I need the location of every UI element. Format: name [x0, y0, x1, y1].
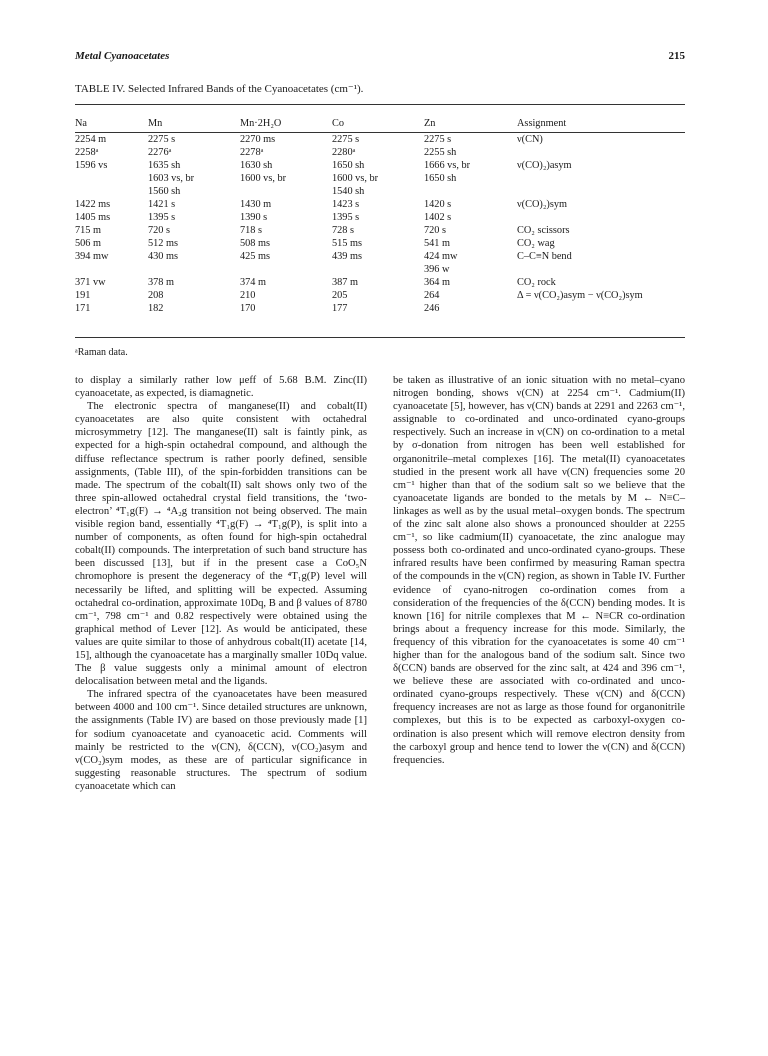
- table-cell: [75, 264, 148, 277]
- table-cell: 2276ᵃ: [148, 147, 172, 158]
- table-cell: 170: [240, 303, 256, 314]
- table-cell: 208: [148, 290, 164, 301]
- table-cell: [240, 186, 332, 199]
- table-cell: [75, 173, 148, 186]
- table-cell: 1630 sh: [240, 160, 273, 171]
- table-cell: 718 s: [240, 225, 263, 236]
- table-cell: CO₂ scissors: [517, 225, 570, 236]
- table-cell: 515 ms: [332, 238, 363, 249]
- table-cell: 508 ms: [240, 238, 271, 249]
- table-row: [75, 186, 685, 199]
- table-header-rule: [75, 132, 685, 133]
- table-cell: 182: [148, 303, 164, 314]
- table-cell: 264: [424, 290, 440, 301]
- table-cell: 1596 vs: [75, 160, 108, 171]
- table-cell: 2280ᵃ: [332, 147, 356, 158]
- table-row: [75, 303, 685, 316]
- table-cell: [240, 264, 332, 277]
- table-row: [75, 277, 685, 290]
- table-cell: 720 s: [148, 225, 171, 236]
- table-cell: C–C≡N bend: [517, 251, 572, 262]
- table-cell: 1423 s: [332, 199, 360, 210]
- table-cell: 191: [75, 290, 91, 301]
- right-column: [393, 374, 685, 767]
- table-cell: [517, 264, 685, 277]
- table-cell: 1405 ms: [75, 212, 111, 223]
- table-cell: 364 m: [424, 277, 451, 288]
- table-cell: 2278ᵃ: [240, 147, 264, 158]
- table-cell: 2258ᵃ: [75, 147, 99, 158]
- table-row: [75, 225, 685, 238]
- table-cell: [517, 147, 685, 160]
- table-cell: [517, 186, 685, 199]
- col-header: Mn: [148, 117, 163, 129]
- table-cell: 396 w: [424, 264, 450, 275]
- table-cell: ν(CO)₂)asym: [517, 160, 572, 171]
- table-cell: 1395 s: [148, 212, 176, 223]
- table-cell: 387 m: [332, 277, 359, 288]
- table-cell: 1666 vs, br: [424, 160, 471, 171]
- table-cell: 1600 vs, br: [240, 173, 287, 184]
- page-number: 215: [668, 50, 685, 62]
- table-cell: 430 ms: [148, 251, 179, 262]
- table-cell: 205: [332, 290, 348, 301]
- table-cell: 1421 s: [148, 199, 176, 210]
- table-row: [75, 199, 685, 212]
- table-caption: TABLE IV. Selected Infrared Bands of the Cyanoacetates (cm⁻¹).: [75, 83, 364, 95]
- table-cell: 2254 m: [75, 134, 107, 145]
- table-row: [75, 290, 685, 303]
- table-cell: 2275 s: [332, 134, 360, 145]
- table-bottom-rule: [75, 337, 685, 338]
- table-cell: 374 m: [240, 277, 267, 288]
- table-cell: ν(CO)₂)sym: [517, 199, 568, 210]
- col-header: Zn: [424, 117, 436, 129]
- table-cell: 1600 vs, br: [332, 173, 379, 184]
- table-cell: 171: [75, 303, 91, 314]
- table-body: [75, 130, 685, 316]
- table-cell: 439 ms: [332, 251, 363, 262]
- running-title: Metal Cyanoacetates: [75, 50, 170, 62]
- table-cell: 2275 s: [148, 134, 176, 145]
- table-cell: ν(CN): [517, 134, 543, 145]
- table-cell: 210: [240, 290, 256, 301]
- table-row: [75, 147, 685, 160]
- table-cell: 1390 s: [240, 212, 268, 223]
- table-cell: 715 m: [75, 225, 102, 236]
- table-cell: CO₂ wag: [517, 238, 555, 249]
- table-cell: 1420 s: [424, 199, 452, 210]
- table-cell: 728 s: [332, 225, 355, 236]
- table-cell: 720 s: [424, 225, 447, 236]
- col-header: Co: [332, 117, 345, 129]
- paragraph: to display a similarly rather low μeff of 5.68 B.M. Zinc(II) cyanoacetate, as expected, is diamagnetic.: [75, 375, 367, 400]
- table-cell: 246: [424, 303, 440, 314]
- table-cell: [148, 264, 240, 277]
- table-header-row: [75, 116, 685, 130]
- table-cell: 1603 vs, br: [148, 173, 195, 184]
- table-cell: 1395 s: [332, 212, 360, 223]
- table-cell: 1430 m: [240, 199, 272, 210]
- paragraph: The infrared spectra of the cyanoacetates have been measured between 4000 and 100 cm⁻¹. Since detailed structures are unknown, the assignments (Table IV) are based on those previously made [1] for sodium cyanoacetate and cyanoacetic acid. Comments will mainly be restricted to the ν(CN), δ(CCN), ν(CO₂)asym and ν(CO₂)sym modes, as these are of particular significance in suggesting reasonable structures. The spectrum of sodium cyanoacetate which can: [75, 689, 367, 792]
- table-cell: 1650 sh: [424, 173, 457, 184]
- table-cell: 512 ms: [148, 238, 179, 249]
- table-top-rule: [75, 104, 685, 105]
- col-header: Mn·2H₂O: [240, 117, 282, 129]
- table-cell: 1650 sh: [332, 160, 365, 171]
- paragraph: The electronic spectra of manganese(II) and cobalt(II) cyanoacetates are also quite consistent with octahedral microsymmetry [12]. The manganese(II) salt is faintly pink, as expected for a high-spin octahedral compound, and although the diffuse reflectance spectrum is rather poorly defined, sensible assignments, (Table III), of the spin-forbidden transitions can be made. The spectrum of the cobalt(II) salt shows only two of the three spin-allowed octahedral crystal field transitions, the ‘two-electron’ ⁴T₁g(F) → ⁴A₂g transition not being observed. The main visible region band, essentially ⁴T₁g(F) → ⁴T₁g(P), is split into a number of components, as often found for high-spin octahedral cobalt(II) compounds. The interpretation of such band structure has been discussed [13], but if in the present case a CoO₅N chromophore is present the degeneracy of the ⁴T₁g(P) level will necessarily be lifted, and splitting will be expected. Assuming octahedral co-ordination, approximate 10Dq, B and β values of 8780 cm⁻¹, 798 cm⁻¹ and 0.82 respectively were obtained using the graphical method of Lever [12]. As would be anticipated, these values are quite similar to those of anhydrous cobalt(II) acetate [14, 15], although the cyanoacetate has a marginally smaller 10Dq value. The β value suggests only a minimal amount of electron delocalisation between metal and the ligands.: [75, 401, 367, 688]
- col-header: Na: [75, 117, 88, 129]
- table-cell: [332, 264, 424, 277]
- table-cell: 2275 s: [424, 134, 452, 145]
- table-cell: Δ = ν(CO₂)asym − ν(CO₂)sym: [517, 290, 643, 301]
- table-cell: 1402 s: [424, 212, 452, 223]
- table-cell: 1560 sh: [148, 186, 181, 197]
- table-cell: CO₂ rock: [517, 277, 556, 288]
- table-footnote: ᵃRaman data.: [75, 347, 128, 358]
- table-cell: 424 mw: [424, 251, 458, 262]
- table-cell: 1540 sh: [332, 186, 365, 197]
- table-row: [75, 264, 685, 277]
- table-cell: 506 m: [75, 238, 102, 249]
- table-cell: 371 vw: [75, 277, 106, 288]
- table-row: [75, 173, 685, 186]
- table-cell: 541 m: [424, 238, 451, 249]
- table-cell: 394 mw: [75, 251, 109, 262]
- col-header: Assignment: [517, 117, 567, 129]
- table-cell: 2255 sh: [424, 147, 457, 158]
- left-column: [75, 374, 367, 793]
- table-row: [75, 212, 685, 225]
- running-head: [75, 50, 685, 66]
- table-cell: 425 ms: [240, 251, 271, 262]
- table-cell: [424, 186, 517, 199]
- table-cell: [75, 186, 148, 199]
- table-cell: 1635 sh: [148, 160, 181, 171]
- table-row: [75, 251, 685, 264]
- table-row: [75, 160, 685, 173]
- table-cell: 177: [332, 303, 348, 314]
- table-cell: [517, 303, 685, 316]
- table-cell: 2270 ms: [240, 134, 276, 145]
- table-row: [75, 238, 685, 251]
- table-cell: [517, 212, 685, 225]
- table-cell: [517, 173, 685, 186]
- infrared-table: [75, 116, 685, 316]
- table-cell: 1422 ms: [75, 199, 111, 210]
- paragraph: be taken as illustrative of an ionic situation with no metal–cyano nitrogen bonding, shows ν(CN) at 2254 cm⁻¹. Cadmium(II) cyanoacetate [5], however, has ν(CN) bands at 2291 and 2263 cm⁻¹, assignable to co-ordinated and unco-ordinated cyano-groups respectively. Such an increase in ν(CN) on co-ordination to a metal by σ-donation from nitrogen has been well established for organonitrile–metal complexes [16]. The metal(II) cyanoacetates studied in the present work all have ν(CN) frequencies some 20 cm⁻¹ higher than that of the sodium salt so we believe that the cyanoacetate ligands are bonded to the metals by M ← N≡C– linkages as well as by the usual metal–oxygen bonds. The spectrum of the zinc salt alone also shows a pronounced shoulder at 2255 cm⁻¹, so like cadmium(II) cyanoacetate, the zinc analogue may possess both co-ordinated and unco-ordinated cyano-groups. These infrared results have been confirmed by measuring Raman spectra of the compounds in the ν(CN) region, as shown in Table IV. Further evidence of cyano-nitrogen co-ordination comes from a consideration of the frequencies of the δ(CCN) bending modes. It is known [16] for nitrile complexes that M ← N≡CR co-ordination brings about a frequency increase for this mode. Similarly, the frequency of this vibration for the cyanoacetates is some 40 cm⁻¹ higher than for the analogous band of the sodium salt. Since two δ(CCN) bands are observed for the zinc salt, at 424 and 396 cm⁻¹, we believe these are associated with co-ordinated and unco-ordinated cyano-groups respectively. These ν(CN) and δ(CCN) frequency increases are not as large as those found for organonitrile complexes, but this is to be expected as carboxyl-oxygen co-ordination is also present which will remove electron density from the carboxyl group and hence tend to lower the ν(CN) and δ(CCN) frequencies.: [393, 375, 685, 766]
- table-cell: 378 m: [148, 277, 175, 288]
